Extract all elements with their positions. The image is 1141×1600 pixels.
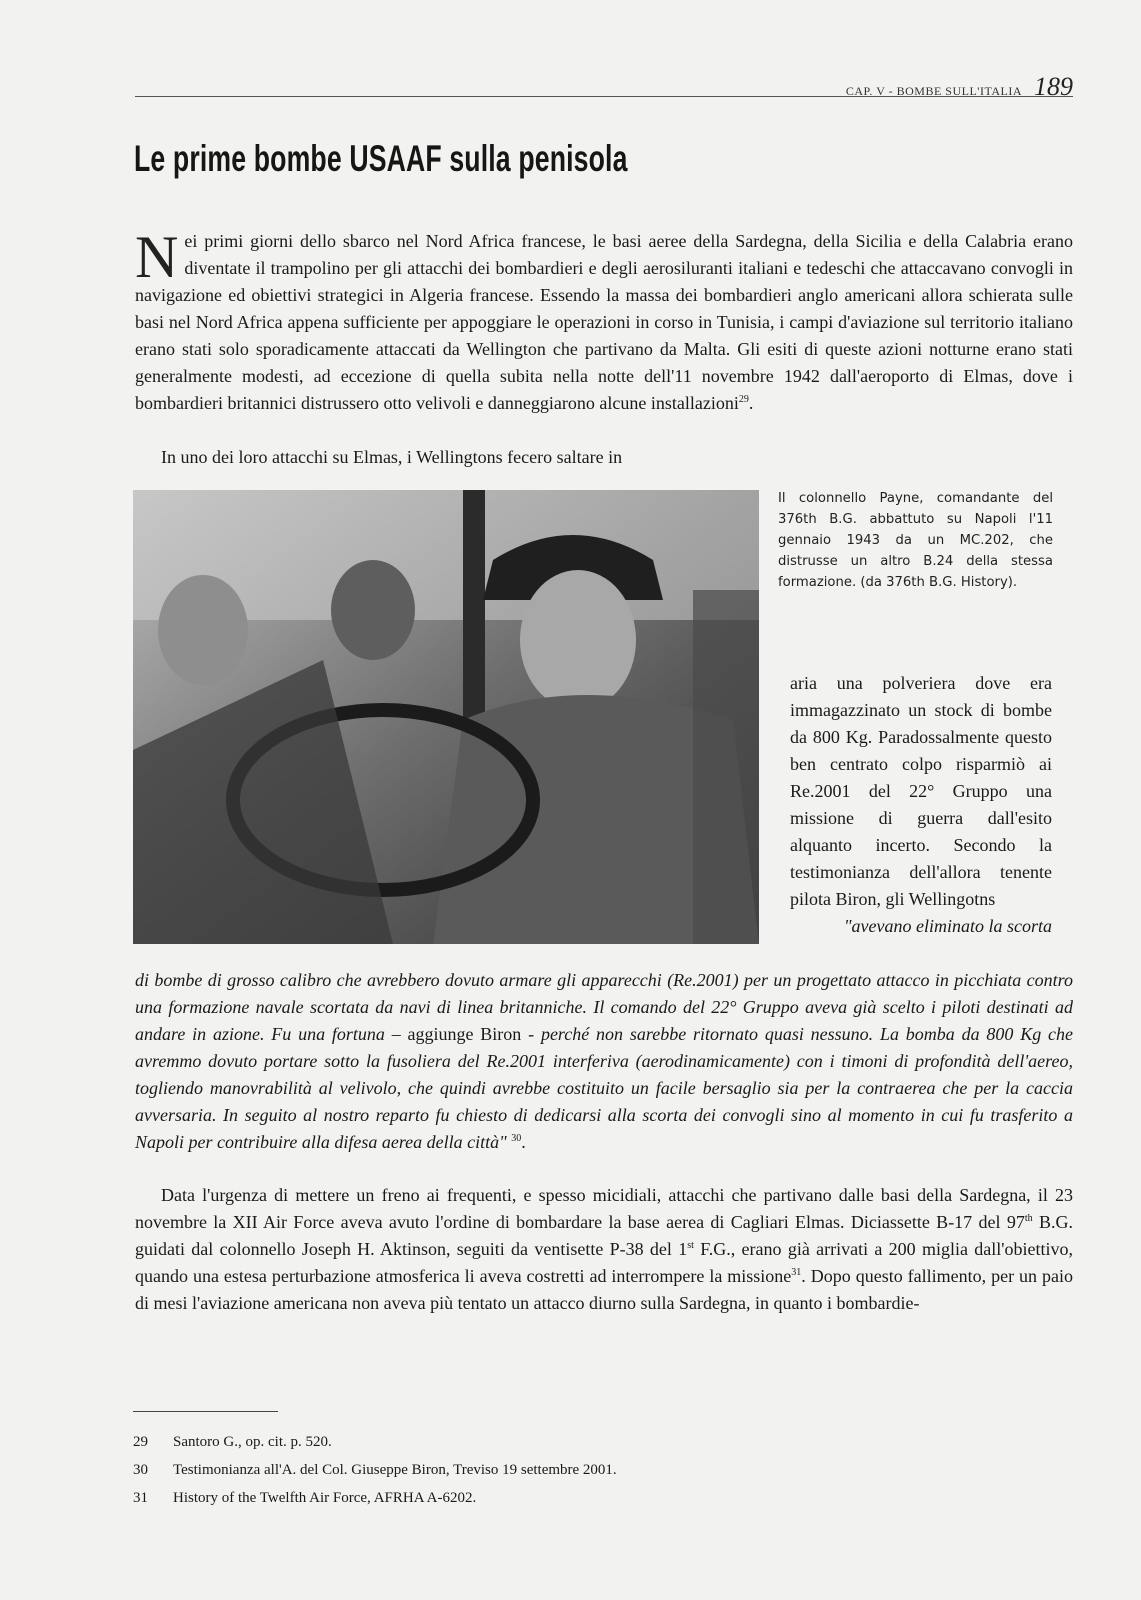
ordinal-th: th [1024,1213,1033,1224]
footnote-number: 30 [133,1462,148,1478]
photo-colonel-payne [133,490,759,944]
footnote-text: Santoro G., op. cit. p. 520. [173,1434,332,1450]
paragraph-1-end: . [748,393,754,413]
quote-attribution: – aggiunge Biron - [384,1024,541,1044]
photo-image [133,490,759,944]
footnote-text: History of the Twelfth Air Force, AFRHA A-6202. [173,1490,477,1506]
footnote-29 [133,1428,1033,1456]
footnote-ref-30[interactable]: 30 [511,1133,522,1144]
footnote-rule [133,1411,278,1412]
side-column-text [790,670,1052,940]
drop-cap: N [135,224,179,290]
side-column-body: aria una polveriera dove era immagazzinato un stock di bombe da 800 Kg. Paradossalmente questo ben centrato colpo risparmiò ai Re.2001 del 22° Gruppo una missione di guerra dall'esito alquanto incerto. Secondo la testimonianza dell'allora tenente pilota Biron, gli Wellingotns [790,673,1052,909]
paragraph-4-a: Data l'urgenza di mettere un freno ai frequenti, e spesso micidiali, attacchi che partivano dalle basi della Sardegna, il 23 novembre la XII Air Force aveva avuto l'ordine di bombardare la base aerea di Cagliari Elmas. Diciassette B-17 del 97 [135,1185,1073,1232]
footnote-number: 29 [133,1434,148,1450]
footnote-30 [133,1456,1033,1484]
running-head [846,72,1073,102]
page-number: 189 [1034,72,1073,101]
quote-end: . [521,1132,526,1152]
paragraph-4 [135,1182,1073,1317]
paragraph-4-b: B.G. guidati dal colonnello Joseph H. Aktinson, seguiti da ventisette P-38 del 1 [135,1212,1073,1259]
footnote-text: Testimonianza all'A. del Col. Giuseppe Biron, Treviso 19 settembre 2001. [173,1462,617,1478]
chapter-title: CAP. V - BOMBE SULL'ITALIA [845,84,1022,98]
quote-opening: "avevano eliminato la scorta [843,916,1052,936]
paragraph-1 [135,224,1073,417]
photo-caption: Il colonnello Payne, comandante del 376th B.G. abbattuto su Napoli l'11 gennaio 1943 da un MC.202, che distrusse un altro B.24 della stessa formazione. (da 376th B.G. History). [778,491,1053,590]
footnote-ref-29[interactable]: 29 [738,394,749,405]
footnote-ref-31[interactable]: 31 [791,1267,802,1278]
section-title: Le prime bombe USAAF sulla penisola [134,138,628,179]
quote-part-1: di bombe di grosso calibro che avrebbero dovuto armare gli apparecchi (Re.2001) per un progettato attacco in picchiata contro una formazione navale scortata da navi di linea britanniche. Il comando del 22° Gruppo aveva già scelto i piloti destinati ad andare in azione. Fu una fortuna [135,970,1073,1044]
paragraph-2-start: In uno dei loro attacchi su Elmas, i Wellingtons fecero saltare in [161,447,623,467]
footnote-31 [133,1484,1033,1512]
footnote-number: 31 [133,1490,148,1506]
ordinal-st: st [687,1240,694,1251]
paragraph-4-c: F.G., erano già arrivati a 200 miglia dall'obiettivo, quando una estesa perturbazione atmosferica li aveva costretti ad interrompere la missione [135,1239,1073,1286]
paragraph-1-text: ei primi giorni dello sbarco nel Nord Africa francese, le basi aeree della Sardegna, della Sicilia e della Calabria erano diventate il trampolino per gli attacchi dei bombardieri e degli aerosiluranti italiani e tedeschi che attaccavano convogli in navigazione ed obiettivi strategici in Algeria francese. Essendo la massa dei bombardieri anglo americani allora schierata sulle basi nel Nord Africa appena sufficiente per appoggiare le operazioni in corso in Tunisia, i campi d'aviazione sul territorio italiano erano stati solo sporadicamente attaccati da Wellington che partivano da Malta. Gli esiti di queste azioni notturne erano stati generalmente modesti, ad eccezione di quella subita nella notte dell'11 novembre 1942 dall'aeroporto di Elmas, dove i bombardieri britannici distrussero otto velivoli e danneggiarono alcune installazioni [135,231,1073,413]
paragraph-4-d: . Dopo questo fallimento, per un paio di mesi l'aviazione americana non aveva più tentato un attacco diurno sulla Sardegna, in quanto i bombardie- [135,1266,1073,1313]
quote-part-2: perché non sarebbe ritornato quasi nessuno. La bomba da 800 Kg che avremmo dovuto portare sotto la fusoliera del Re.2001 interferiva (aerodinamicamente) con i timoni di profondità dell'aereo, togliendo manovrabilità al velivolo, che quindi avrebbe costituito un facile bersaglio sia per la contraerea che per la caccia avversaria. In seguito al nostro reparto fu chiesto di dedicarsi alla scorta dei convogli sino al momento in cui fu trasferito a Napoli per contribuire alla difesa aerea della città" [135,1024,1074,1152]
footnotes [133,1428,1033,1512]
biron-quote [135,967,1073,1156]
